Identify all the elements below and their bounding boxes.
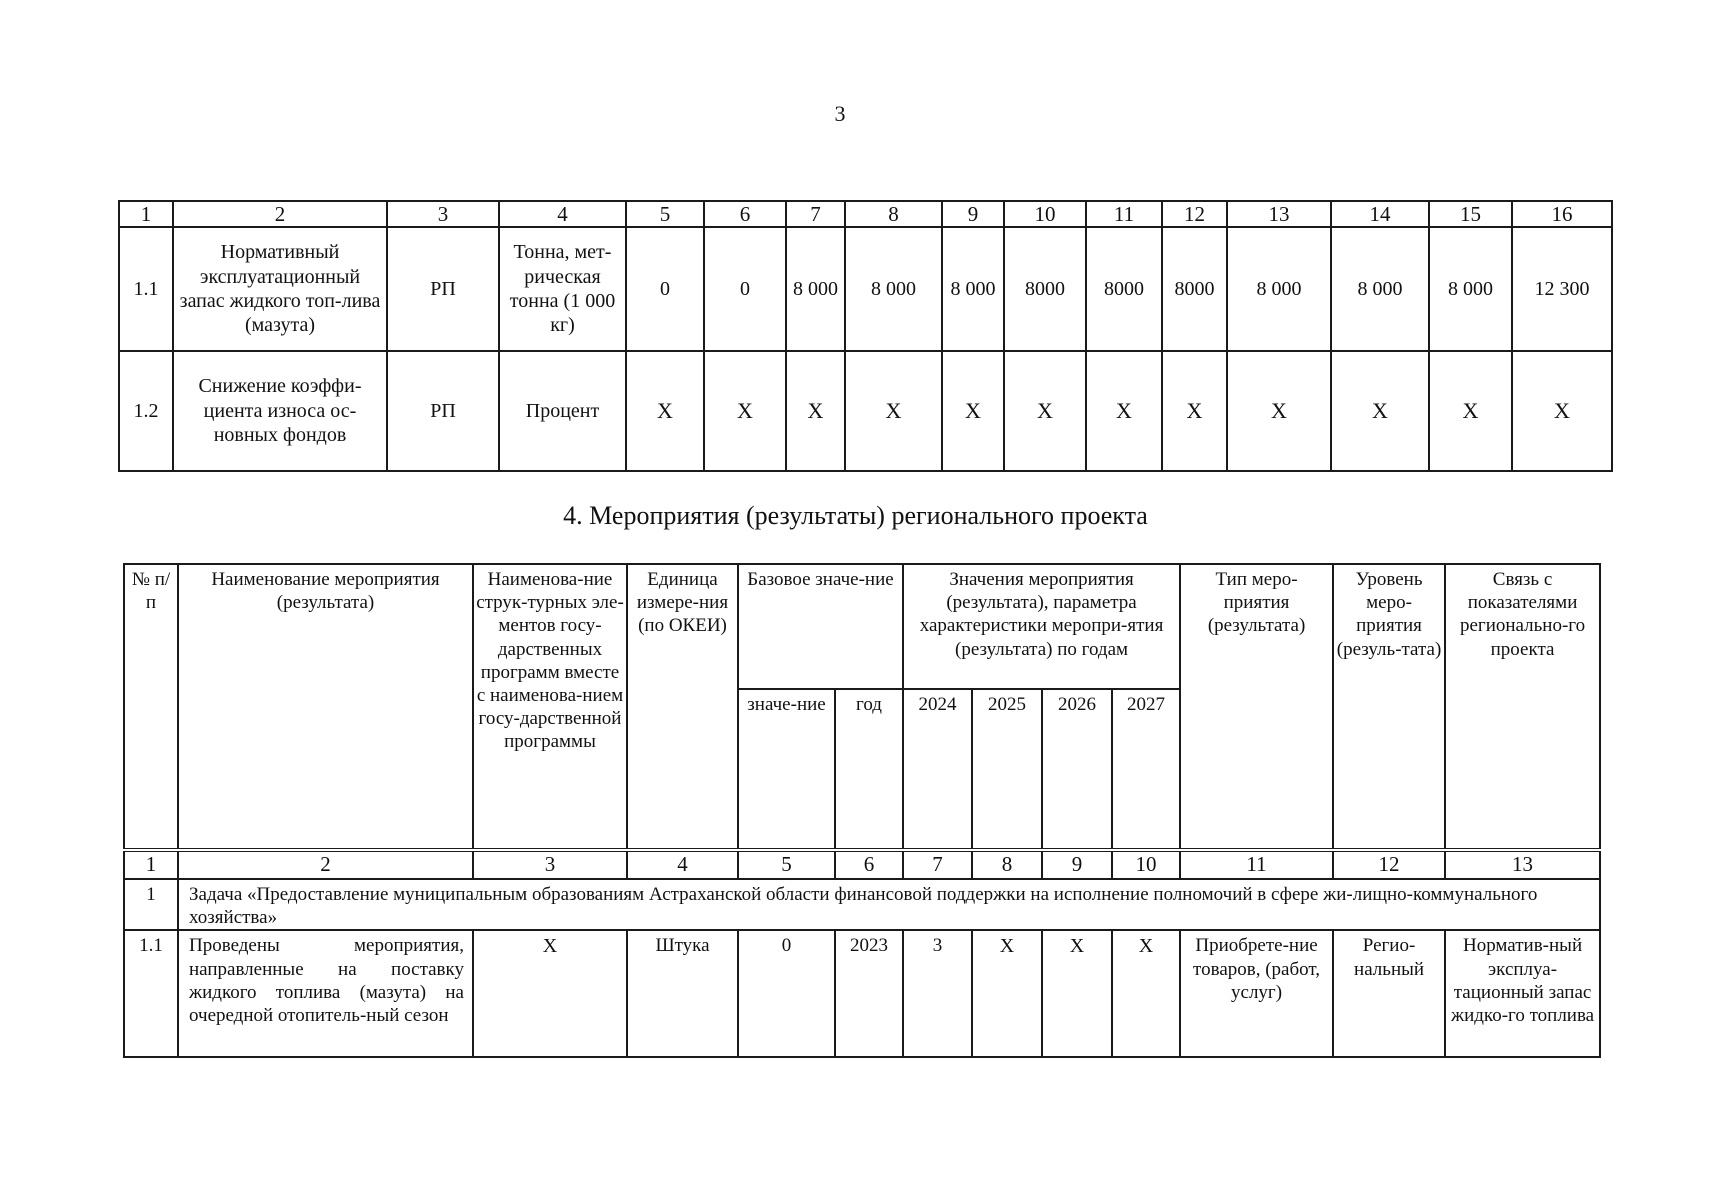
indicator-value: 0 <box>626 227 704 351</box>
table-row <box>119 227 1612 351</box>
indicator-level: РП <box>387 227 499 351</box>
indicator-value: X <box>626 351 704 471</box>
base-value: 0 <box>738 930 835 1057</box>
activities-table <box>123 563 1601 1058</box>
indicator-value: X <box>942 351 1004 471</box>
column-number: 13 <box>1227 201 1331 227</box>
header-unit: Единица измере-ния (по ОКЕИ) <box>627 564 738 850</box>
column-number: 10 <box>1004 201 1086 227</box>
page-number: 3 <box>834 101 846 126</box>
column-number: 5 <box>738 850 835 879</box>
column-number: 8 <box>972 850 1042 879</box>
indicator-value: 8000 <box>1162 227 1227 351</box>
indicator-value: 8 000 <box>942 227 1004 351</box>
indicator-value: X <box>845 351 942 471</box>
indicators-table <box>118 200 1613 472</box>
table-row <box>124 930 1600 1057</box>
indicator-value: X <box>704 351 786 471</box>
column-number: 1 <box>119 201 173 227</box>
column-number: 8 <box>845 201 942 227</box>
header-base-value: значе-ние <box>738 689 835 850</box>
header-structural: Наименова-ние струк-турных эле-ментов госу-дарственных программ вместе с наименова-нием госу-дарственной программы <box>473 564 627 850</box>
header-year: 2027 <box>1112 689 1180 850</box>
header-year: 2024 <box>903 689 972 850</box>
header-base: Базовое значе-ние <box>738 564 903 689</box>
column-number: 16 <box>1512 201 1612 227</box>
column-number: 4 <box>499 201 626 227</box>
indicator-value: 0 <box>704 227 786 351</box>
task-row <box>124 879 1600 930</box>
indicator-value: 12 300 <box>1512 227 1612 351</box>
column-number: 11 <box>1086 201 1162 227</box>
column-number: 6 <box>704 201 786 227</box>
value-2026: X <box>1042 930 1112 1057</box>
column-number: 6 <box>835 850 903 879</box>
indicator-level: РП <box>387 351 499 471</box>
header-link: Связь с показателями регионально-го проекта <box>1445 564 1600 850</box>
activity-unit: Штука <box>627 930 738 1057</box>
structural-element: X <box>473 930 627 1057</box>
column-number: 11 <box>1180 850 1333 879</box>
header-type: Тип меро-приятия (результата) <box>1180 564 1333 850</box>
column-number: 4 <box>627 850 738 879</box>
base-year: 2023 <box>835 930 903 1057</box>
value-2024: 3 <box>903 930 972 1057</box>
indicator-value: X <box>1086 351 1162 471</box>
indicator-unit: Процент <box>499 351 626 471</box>
indicator-value: 8 000 <box>786 227 845 351</box>
indicator-value: 8000 <box>1086 227 1162 351</box>
column-number-row <box>119 201 1612 227</box>
header-year: 2025 <box>972 689 1042 850</box>
column-number: 5 <box>626 201 704 227</box>
task-number: 1 <box>124 879 178 930</box>
indicator-value: X <box>1227 351 1331 471</box>
indicator-value: 8 000 <box>1227 227 1331 351</box>
table-row <box>119 351 1612 471</box>
indicator-value: 8000 <box>1004 227 1086 351</box>
indicator-name: Снижение коэффи-циента износа ос-новных фондов <box>173 351 387 471</box>
column-number: 10 <box>1112 850 1180 879</box>
column-number: 15 <box>1429 201 1512 227</box>
column-number: 3 <box>473 850 627 879</box>
activity-level: Регио-нальный <box>1333 930 1445 1057</box>
indicator-value: 8 000 <box>1331 227 1429 351</box>
activity-type: Приобрете-ние товаров, (работ, услуг) <box>1180 930 1333 1057</box>
column-number: 3 <box>387 201 499 227</box>
indicator-value: 8 000 <box>845 227 942 351</box>
indicator-value: 8 000 <box>1429 227 1512 351</box>
indicator-link: Норматив-ный эксплуа-тационный запас жидко-го топлива <box>1445 930 1600 1057</box>
indicator-name: Нормативный эксплуатационный запас жидкого топ-лива (мазута) <box>173 227 387 351</box>
row-number: 1.1 <box>119 227 173 351</box>
indicator-value: X <box>1512 351 1612 471</box>
header-base-year: год <box>835 689 903 850</box>
column-number: 9 <box>1042 850 1112 879</box>
task-text: Задача «Предоставление муниципальным образованиям Астраханской области финансовой поддержки на исполнение полномочий в сфере жи-лищно-коммунального хозяйства» <box>178 879 1600 930</box>
indicator-value: X <box>1429 351 1512 471</box>
header-values-group: Значения мероприятия (результата), параметра характеристики меропри-ятия (результата) по годам <box>903 564 1180 689</box>
indicator-value: X <box>1162 351 1227 471</box>
header-row <box>124 564 1600 689</box>
column-number: 2 <box>178 850 473 879</box>
column-number: 7 <box>903 850 972 879</box>
column-number: 14 <box>1331 201 1429 227</box>
column-number: 2 <box>173 201 387 227</box>
column-number-row <box>124 850 1600 879</box>
row-number: 1.2 <box>119 351 173 471</box>
value-2025: X <box>972 930 1042 1057</box>
column-number: 9 <box>942 201 1004 227</box>
header-level: Уровень меро-приятия (резуль-тата) <box>1333 564 1445 850</box>
value-2027: X <box>1112 930 1180 1057</box>
column-number: 12 <box>1333 850 1445 879</box>
column-number: 12 <box>1162 201 1227 227</box>
indicator-unit: Тонна, мет-рическая тонна (1 000 кг) <box>499 227 626 351</box>
indicator-value: X <box>1331 351 1429 471</box>
indicator-value: X <box>786 351 845 471</box>
header-num: № п/п <box>124 564 178 850</box>
column-number: 7 <box>786 201 845 227</box>
section-title: 4. Мероприятия (результаты) регионального проекта <box>563 501 1148 530</box>
column-number: 1 <box>124 850 178 879</box>
row-number: 1.1 <box>124 930 178 1057</box>
indicator-value: X <box>1004 351 1086 471</box>
column-number: 13 <box>1445 850 1600 879</box>
activity-name: Проведены мероприятия, направленные на поставку жидкого топлива (мазута) на очередной отопитель-ный сезон <box>178 930 473 1057</box>
header-year: 2026 <box>1042 689 1112 850</box>
header-name: Наименование мероприятия (результата) <box>178 564 473 850</box>
